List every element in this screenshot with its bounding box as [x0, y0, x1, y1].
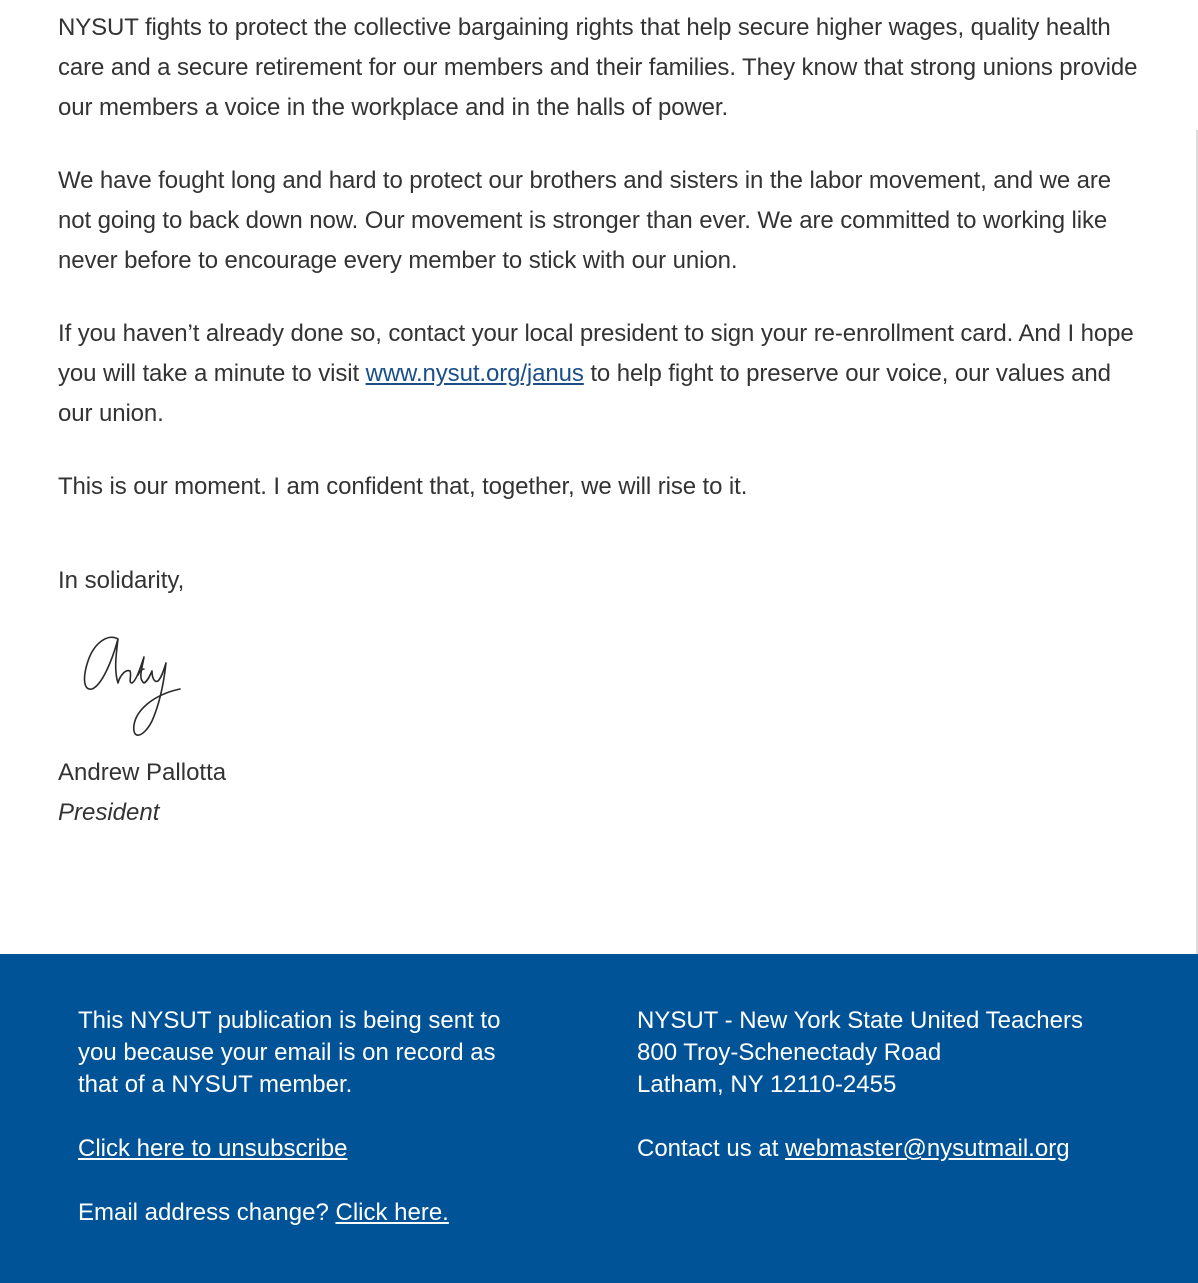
organization-name: NYSUT - New York State United Teachers [637, 1007, 1083, 1034]
contact-row [637, 1133, 1157, 1165]
membership-notice-line: This NYSUT publication is being sent to [78, 1007, 501, 1034]
email-change-text: Email address change? [78, 1199, 336, 1226]
paragraph-bargaining-rights: NYSUT fights to protect the collective bargaining rights that help secure higher wages, quality health care and a secure retirement for our members and their families. They know that strong unions provide our members a voice in the workplace and in the halls of power. [58, 14, 1138, 121]
paragraph-our-moment: This is our moment. I am confident that, together, we will rise to it. [58, 473, 748, 500]
contact-text: Contact us at [637, 1135, 786, 1162]
contact-email-link[interactable]: webmaster@nysutmail.org [785, 1135, 1070, 1162]
signature-image [72, 625, 192, 745]
footer-notice-column [78, 1005, 558, 1261]
signer-name: Andrew Pallotta [58, 759, 227, 786]
unsubscribe-link[interactable]: Click here to unsubscribe [78, 1135, 348, 1162]
paragraph-re-enrollment [58, 314, 1148, 434]
paragraph-labor-movement: We have fought long and hard to protect our brothers and sisters in the labor movement, and we are not going to back down now. Our movement is stronger than ever. We are committed to working like never before to encourage every member to stick with our union. [58, 167, 1112, 274]
membership-notice [78, 1005, 558, 1101]
signer-block [58, 753, 226, 833]
footer-address-column [637, 1005, 1157, 1197]
address-street: 800 Troy-Schenectady Road [637, 1039, 942, 1066]
membership-notice-line: that of a NYSUT member. [78, 1071, 353, 1098]
letter-body [58, 8, 1148, 540]
email-change-link[interactable]: Click here. [335, 1199, 449, 1226]
re-enrollment-text-end: to help fight to preserve our voice, our values and our union. [58, 360, 1111, 427]
membership-notice-line: you because your email is on record as [78, 1039, 496, 1066]
address-city: Latham, NY 12110-2455 [637, 1071, 897, 1098]
janus-link[interactable]: www.nysut.org/janus [365, 360, 584, 387]
re-enrollment-text: If you haven’t already done so, contact your local president to sign your re-enrollment card. And I hope you will take a minute to visit [58, 320, 1134, 387]
closing-salutation: In solidarity, [58, 567, 185, 594]
email-footer [0, 954, 1198, 1283]
email-change-row [78, 1197, 558, 1229]
signer-title: President [58, 799, 160, 826]
organization-address [637, 1005, 1157, 1101]
unsubscribe-row [78, 1133, 558, 1165]
